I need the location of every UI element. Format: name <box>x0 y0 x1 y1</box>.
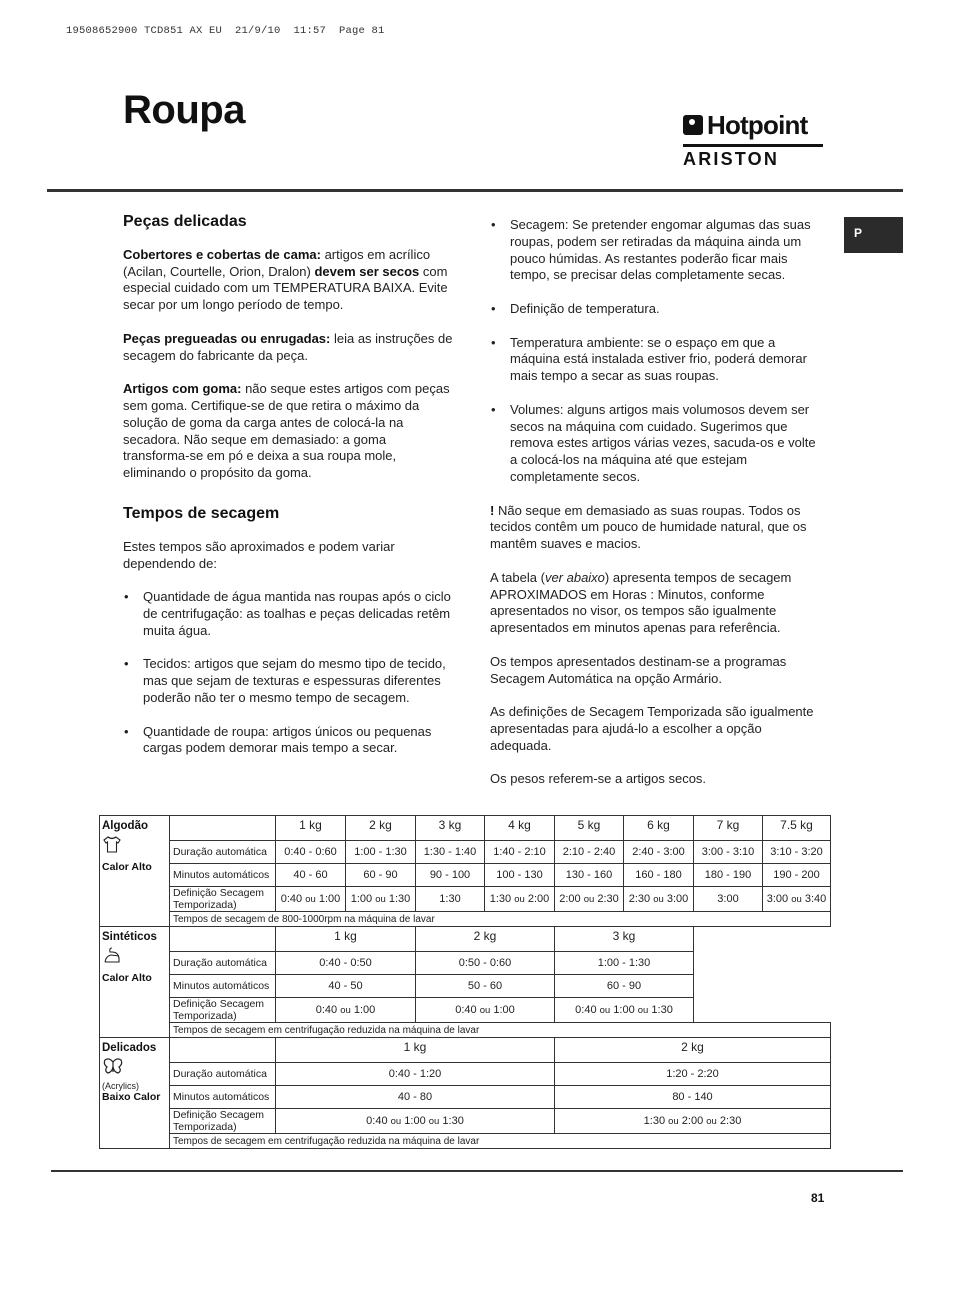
table-cell: 2:10 - 2:40 <box>555 841 624 864</box>
fabric-label-delicates: Delicados (Acrylics) Baixo Calor <box>100 1038 170 1149</box>
load-header: 1 kg <box>276 927 416 952</box>
synthetics-section <box>100 927 831 1038</box>
table-cell: 1:20 - 2:20 <box>555 1063 831 1086</box>
table-cell: 60 - 90 <box>346 864 416 887</box>
hotpoint-mark-icon <box>683 115 703 135</box>
table-cell: 0:50 - 0:60 <box>416 952 555 975</box>
table-cell: 40 - 60 <box>276 864 346 887</box>
page-title: Roupa <box>123 88 245 132</box>
table-cell: 60 - 90 <box>555 975 694 998</box>
table-cell: 0:40 - 0:50 <box>276 952 416 975</box>
table-row <box>100 1109 831 1134</box>
warning-paragraph: ! Não seque em demasiado as suas roupas. Todos os tecidos contêm um pouco de humidade natural, que os mantêm suaves e macios. <box>490 502 807 552</box>
table-cell: 2:40 - 3:00 <box>624 841 694 864</box>
load-header: 1 kg <box>276 816 346 841</box>
butterfly-icon <box>102 1058 167 1077</box>
table-row <box>100 816 831 841</box>
table-cell: 1:00 - 1:30 <box>555 952 694 975</box>
load-header: 5 kg <box>555 816 624 841</box>
table-row <box>100 841 831 864</box>
table-cell: 0:40 - 1:20 <box>276 1063 555 1086</box>
list-item: • Definição de temperatura. <box>491 300 660 316</box>
load-header: 7 kg <box>694 816 763 841</box>
row-label-minutes: Minutos automáticos <box>170 864 276 887</box>
table-cell: 180 - 190 <box>694 864 763 887</box>
table-cell: 1:00 ou 1:30 <box>346 887 416 912</box>
load-header: 2 kg <box>416 927 555 952</box>
table-cell: 0:40 ou 1:00 ou 1:30 <box>555 998 694 1023</box>
table-row <box>100 1134 831 1149</box>
row-label-timed: Definição Secagem Temporizada) <box>170 887 276 912</box>
table-row <box>100 1038 831 1063</box>
paragraph-timed: As definições de Secagem Temporizada são igualmente apresentadas para ajudá-lo a escolher a opção adequada. <box>490 704 814 753</box>
list-item: • Temperatura ambiente: se o espaço em que a máquina está instalada estiver frio, poderá demorar mais tempo a secar as suas roupas. <box>491 334 807 384</box>
list-item: • Tecidos: artigos que sejam do mesmo tipo de tecido, mas que sejam de texturas e espessuras diferentes poderão não ter o mesmo tempo de secagem. <box>124 656 446 705</box>
cotton-section <box>100 816 831 927</box>
table-cell: 2:30 ou 3:00 <box>624 887 694 912</box>
table-cell: 0:40 ou 1:00 <box>276 998 416 1023</box>
list-item: • Secagem: Se pretender engomar algumas das suas roupas, podem ser retiradas da máquina ainda um pouco húmidas. As restantes poderão ficar mais tempo, se precisar delas completamente secas. <box>491 217 811 283</box>
load-header: 7.5 kg <box>763 816 831 841</box>
table-cell: 0:40 - 0:60 <box>276 841 346 864</box>
row-label-timed: Definição Secagem Temporizada) <box>170 998 276 1023</box>
load-header: 3 kg <box>416 816 485 841</box>
table-cell: 0:40 ou 1:00 <box>416 998 555 1023</box>
load-header: 2 kg <box>346 816 416 841</box>
load-header: 3 kg <box>555 927 694 952</box>
row-label-auto: Duração automática <box>170 952 276 975</box>
table-cell: 90 - 100 <box>416 864 485 887</box>
paragraph-starched: Artigos com goma: não seque estes artigos com peças sem goma. Certifique-se de que retira o máximo da solução de goma da carga antes de colocá-la na secadora. Não seque em demasiado: a goma transforma-se em pó e deixa a sua roupa mole, eliminando o propósito da goma. <box>123 381 450 481</box>
logo-sub: ARISTON <box>683 149 780 169</box>
table-row <box>100 912 831 927</box>
table-cell: 0:40 ou 1:00 <box>276 887 346 912</box>
language-tab: P <box>844 217 903 253</box>
table-cell: 160 - 180 <box>624 864 694 887</box>
table-cell-blank <box>170 816 276 841</box>
table-cell: 1:30 <box>416 887 485 912</box>
warning-icon: ! <box>490 502 495 518</box>
tshirt-icon <box>102 836 167 857</box>
section-heading-drying-times: Tempos de secagem <box>123 504 280 522</box>
table-row <box>100 1063 831 1086</box>
table-cell: 40 - 50 <box>276 975 416 998</box>
drying-times-table <box>99 815 831 1149</box>
table-cell: 3:00 ou 3:40 <box>763 887 831 912</box>
table-cell: 1:40 - 2:10 <box>485 841 555 864</box>
table-cell: 1:30 - 1:40 <box>416 841 485 864</box>
load-header: 1 kg <box>276 1038 555 1063</box>
table-cell: 3:10 - 3:20 <box>763 841 831 864</box>
table-row <box>100 998 831 1023</box>
load-header: 2 kg <box>555 1038 831 1063</box>
table-cell: 100 - 130 <box>485 864 555 887</box>
left-column <box>123 214 453 774</box>
paragraph-blankets: Cobertores e cobertas de cama: artigos em acrílico (Acilan, Courtelle, Orion, Dralon) devem ser secos com especial cuidado com um TEMPERATURA BAIXA. Evite secar por um longo período de tempo. <box>123 246 448 313</box>
paragraph-intro: Estes tempos são aproximados e podem variar dependendo de: <box>123 538 395 571</box>
table-cell: 1:00 - 1:30 <box>346 841 416 864</box>
table-note: Tempos de secagem em centrifugação reduzida na máquina de lavar <box>170 1023 831 1038</box>
fabric-label-cotton: Algodão Calor Alto <box>100 816 170 927</box>
table-row <box>100 887 831 912</box>
hotpoint-ariston-logo <box>683 110 825 172</box>
table-row <box>100 1023 831 1038</box>
list-item: • Volumes: alguns artigos mais volumosos devem ser secos na máquina com cuidado. Sugerimos que remova estes artigos várias vezes, sacuda-os e volte a colocá-los na máquina até que estejam completamente secos. <box>491 401 816 484</box>
row-label-minutes: Minutos automáticos <box>170 1086 276 1109</box>
table-cell: 2:00 ou 2:30 <box>555 887 624 912</box>
page-number: 81 <box>811 1191 825 1205</box>
load-header: 6 kg <box>624 816 694 841</box>
fabric-label-synthetics: Sintéticos Calor Alto <box>100 927 170 1038</box>
iron-icon <box>102 947 167 968</box>
logo-brand: Hotpoint <box>707 109 808 140</box>
table-cell: 40 - 80 <box>276 1086 555 1109</box>
paragraph-table-intro: A tabela (ver abaixo) apresenta tempos de secagem APROXIMADOS em Horas : Minutos, conforme apresentados no visor, os tempos são igualmente apresentados em minutos apenas para referência. <box>490 569 792 636</box>
table-cell: 80 - 140 <box>555 1086 831 1109</box>
paragraph-pleated: Peças pregueadas ou enrugadas: leia as instruções de secagem do fabricante da peça. <box>123 330 453 363</box>
paragraph-auto: Os tempos apresentados destinam-se a programas Secagem Automática na opção Armário. <box>490 653 787 686</box>
top-rule <box>47 189 903 192</box>
print-header-line: 19508652900 TCD851 AX EU 21/9/10 11:57 Page 81 <box>66 25 385 37</box>
table-cell: 0:40 ou 1:00 ou 1:30 <box>276 1109 555 1134</box>
delicates-section <box>100 1038 831 1149</box>
table-note: Tempos de secagem de 800-1000rpm na máquina de lavar <box>170 912 831 927</box>
row-label-auto: Duração automática <box>170 841 276 864</box>
row-label-minutes: Minutos automáticos <box>170 975 276 998</box>
table-cell: 1:30 ou 2:00 ou 2:30 <box>555 1109 831 1134</box>
section-heading-delicates: Peças delicadas <box>123 213 247 230</box>
table-cell-blank <box>170 927 276 952</box>
bottom-rule <box>51 1170 903 1172</box>
list-item: • Quantidade de roupa: artigos únicos ou pequenas cargas podem demorar mais tempo a secar. <box>124 723 432 756</box>
table-cell: 1:30 ou 2:00 <box>485 887 555 912</box>
list-item: • Quantidade de água mantida nas roupas após o ciclo de centrifugação: as toalhas e peças delicadas retêm muita água. <box>124 589 451 638</box>
logo-divider <box>683 144 823 147</box>
table-cell: 190 - 200 <box>763 864 831 887</box>
load-header: 4 kg <box>485 816 555 841</box>
table-cell: 3:00 <box>694 887 763 912</box>
table-row <box>100 975 831 998</box>
table-row <box>100 927 831 952</box>
paragraph-weights: Os pesos referem-se a artigos secos. <box>490 771 707 787</box>
table-row <box>100 952 831 975</box>
table-row <box>100 864 831 887</box>
table-cell: 130 - 160 <box>555 864 624 887</box>
table-row <box>100 1086 831 1109</box>
right-column <box>490 217 820 805</box>
table-note: Tempos de secagem em centrifugação reduzida na máquina de lavar <box>170 1134 831 1149</box>
table-cell: 3:00 - 3:10 <box>694 841 763 864</box>
table-cell-blank <box>170 1038 276 1063</box>
row-label-auto: Duração automática <box>170 1063 276 1086</box>
row-label-timed: Definição Secagem Temporizada) <box>170 1109 276 1134</box>
table-cell: 50 - 60 <box>416 975 555 998</box>
